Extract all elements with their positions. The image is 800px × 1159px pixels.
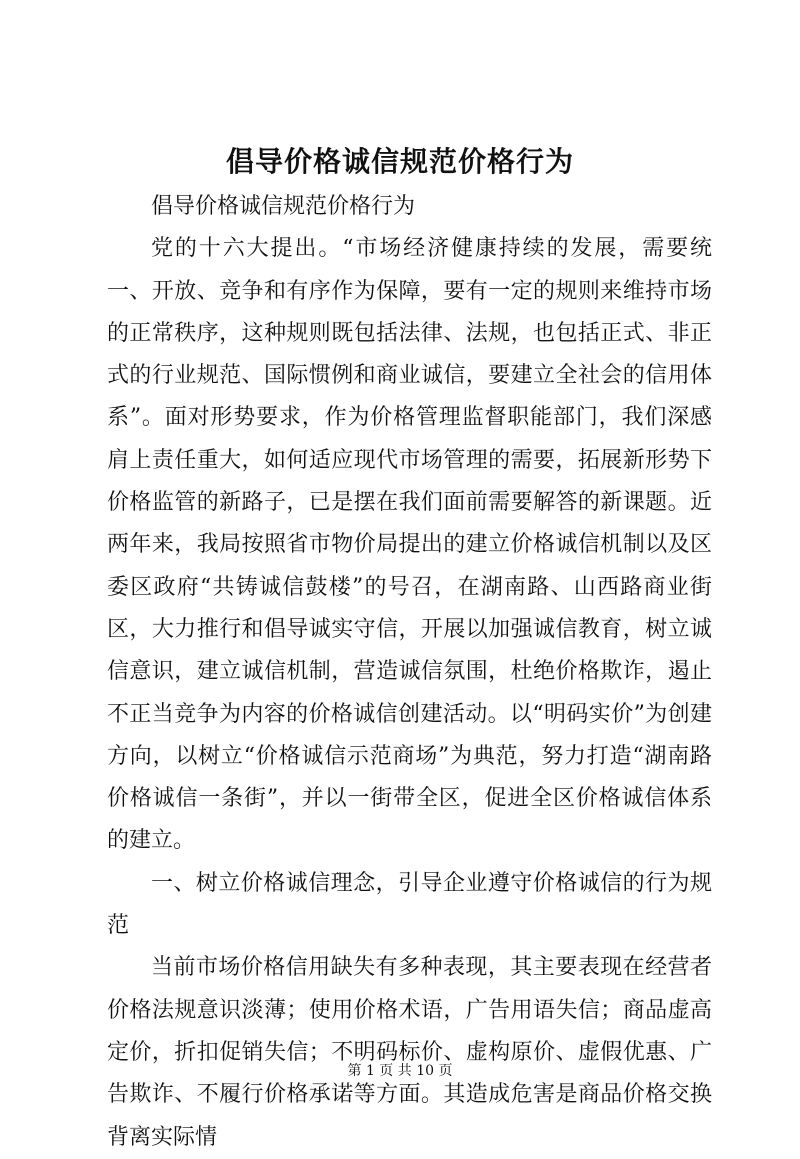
page-footer: 第 1 页 共 10 页 [347,1063,453,1079]
section-heading-1: 一、树立价格诚信理念，引导企业遵守价格诚信的行为规范 [107,870,712,939]
document-title: 倡导价格诚信规范价格行为 [225,145,574,178]
document-body [107,186,712,1159]
paragraph-section-1: 当前市场价格信用缺失有多种表现，其主要表现在经营者价格法规意识淡薄；使用价格术语，广告用语失信；商品虚高定价，折扣促销失信；不明码标价、虚构原价、虚假优惠、广告欺诈、不履行价格承诺等方面。其造成危害是商品价格交换背离实际情 [107,955,712,1150]
paragraph-subtitle: 倡导价格诚信规范价格行为 [151,194,416,219]
paragraph-intro: 党的十六大提出。“市场经济健康持续的发展，需要统一、开放、竞争和有序作为保障，要有一定的规则来维持市场的正常秩序，这种规则既包括法律、法规，也包括正式、非正式的行业规范、国际惯例和商业诚信，要建立全社会的信用体系”。面对形势要求，作为价格管理监督职能部门，我们深感肩上责任重大，如何适应现代市场管理的需要，拓展新形势下价格监管的新路子，已是摆在我们面前需要解答的新课题。近两年来，我局按照省市物价局提出的建立价格诚信机制以及区委区政府“共铸诚信鼓楼”的号召，在湖南路、山西路商业街区，大力推行和倡导诚实守信，开展以加强诚信教育，树立诚信意识，建立诚信机制，营造诚信氛围，杜绝价格欺诈，遏止不正当竞争为内容的价格诚信创建活动。以“明码实价”为创建方向，以树立“价格诚信示范商场”为典范，努力打造“湖南路价格诚信一条街”，并以一街带全区，促进全区价格诚信体系的建立。 [107,236,712,854]
